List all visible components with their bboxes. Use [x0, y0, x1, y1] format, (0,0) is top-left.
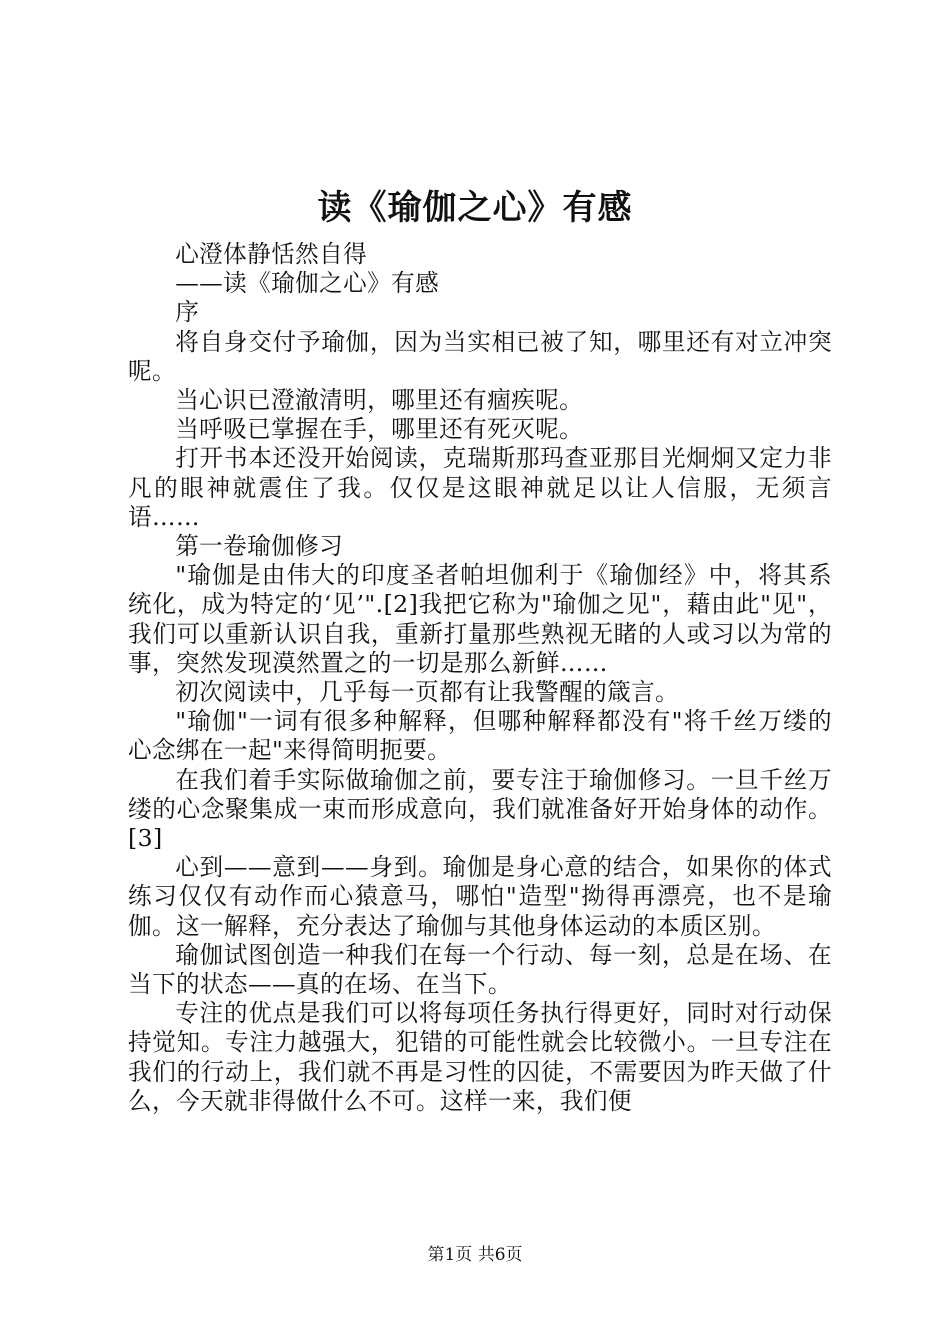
- paragraph: 当心识已澄澈清明，哪里还有痼疾呢。: [175, 386, 584, 415]
- page-footer: 第1页 共6页: [427, 1245, 523, 1265]
- paragraph: 第一卷瑜伽修习: [175, 532, 344, 561]
- paragraph: 当呼吸已掌握在手，哪里还有死灭呢。: [175, 415, 584, 444]
- document-title: 读《瑜伽之心》有感: [317, 188, 633, 228]
- document-body: [128, 240, 832, 1116]
- paragraph: 初次阅读中，几乎每一页都有让我警醒的箴言。: [175, 678, 680, 707]
- paragraph: "瑜伽"一词有很多种解释，但哪种解释都没有"将千丝万缕的心念绑在一起"来得简明扼要。: [128, 707, 832, 765]
- paragraph: 在我们着手实际做瑜伽之前，要专注于瑜伽修习。一旦千丝万缕的心念聚集成一束而形成意向，我们就准备好开始身体的动作。[3]: [128, 765, 832, 853]
- paragraph: 打开书本还没开始阅读，克瑞斯那玛查亚那目光炯炯又定力非凡的眼神就震住了我。仅仅是这眼神就足以让人信服，无须言语……: [128, 444, 832, 531]
- paragraph: 序: [175, 298, 200, 327]
- paragraph: 将自身交付予瑜伽，因为当实相已被了知，哪里还有对立冲突呢。: [128, 327, 832, 385]
- paragraph: 瑜伽试图创造一种我们在每一个行动、每一刻，总是在场、在当下的状态——真的在场、在当下。: [128, 940, 832, 999]
- paragraph: 心澄体静恬然自得: [175, 240, 368, 268]
- paragraph: ——读《瑜伽之心》有感: [175, 269, 440, 298]
- paragraph: 专注的优点是我们可以将每项任务执行得更好，同时对行动保持觉知。专注力越强大，犯错的可能性就会比较微小。一旦专注在我们的行动上，我们就不再是习性的囚徒，不需要因为昨天做了什么，今天就非得做什么不可。这样一来，我们便: [128, 999, 832, 1115]
- paragraph: "瑜伽是由伟大的印度圣者帕坦伽利于《瑜伽经》中，将其系统化，成为特定的‘见’".[2]我把它称为"瑜伽之见"，藉由此"见"，我们可以重新认识自我，重新打量那些熟视无睹的人或习以为常的事，突然发现漠然置之的一切是那么新鲜……: [128, 561, 832, 677]
- paragraph: 心到——意到——身到。瑜伽是身心意的结合，如果你的体式练习仅仅有动作而心猿意马，哪怕"造型"拗得再漂亮，也不是瑜伽。这一解释，充分表达了瑜伽与其他身体运动的本质区别。: [128, 853, 832, 940]
